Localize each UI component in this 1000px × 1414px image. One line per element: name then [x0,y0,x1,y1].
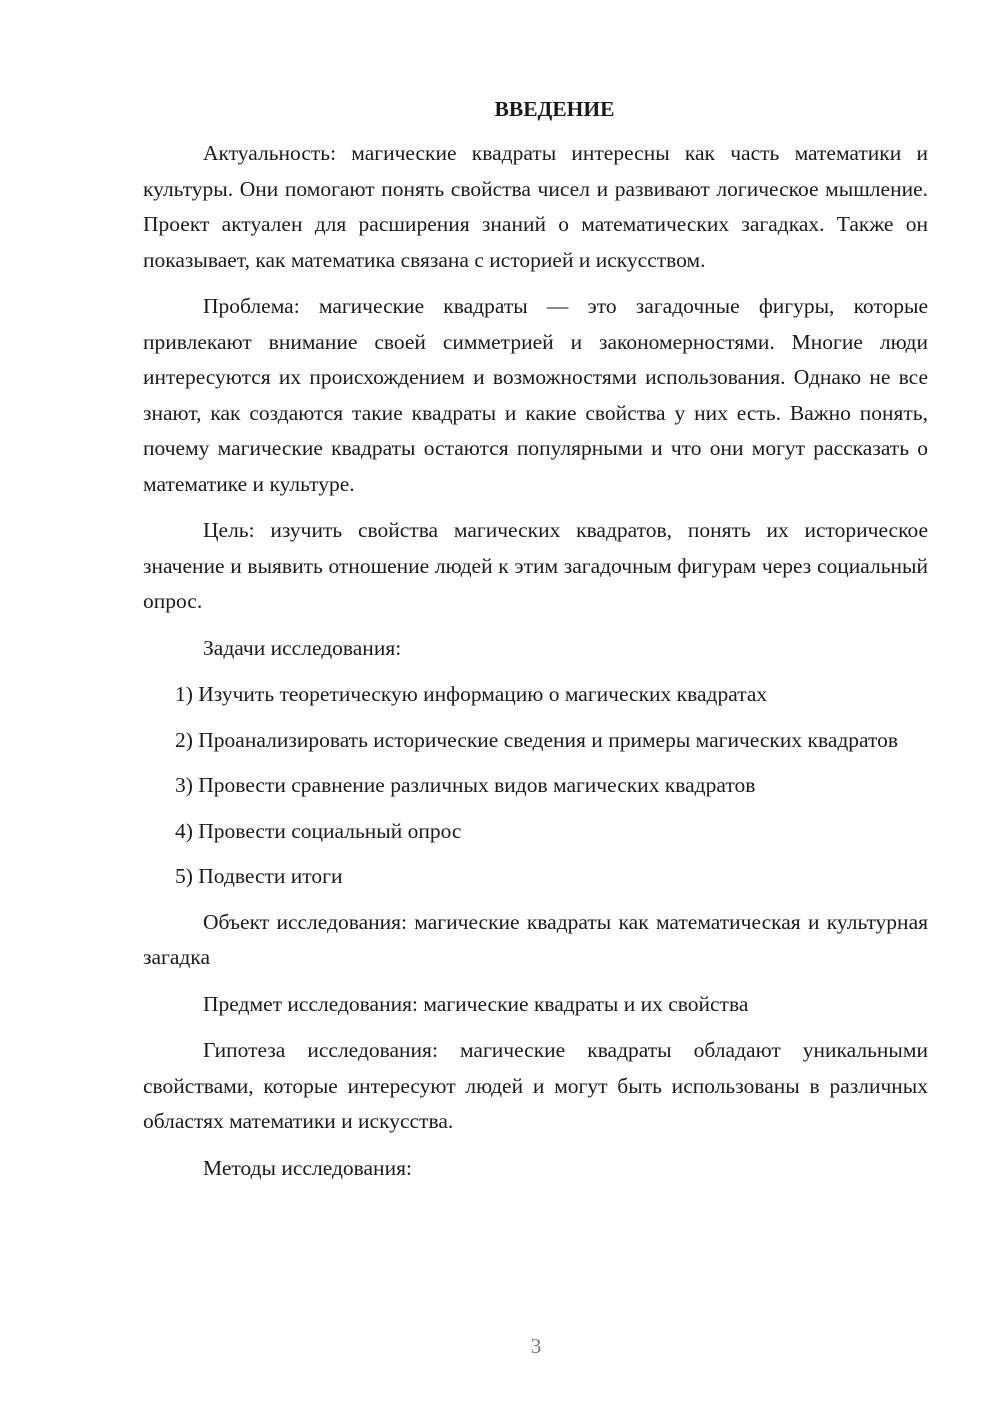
paragraph-tasks-title: Задачи исследования: [203,635,402,660]
paragraph-goal: Цель: изучить свойства магических квадратов, понять их историческое значение и выявить отношение людей к этим загадочным фигурам через социальный опрос. [143,518,928,613]
paragraph-relevance: Актуальность: магические квадраты интересны как часть математики и культуры. Они помогают понять свойства чисел и развивают логическое мышление. Проект актуален для расширения знаний о математических загадках. Также он показывает, как математика связана с историей и искусством. [143,141,928,272]
paragraph-subject: Предмет исследования: магические квадраты и их свойства [203,991,749,1016]
paragraph-methods: Методы исследования: [203,1155,412,1180]
task-item-2: 2) Проанализировать исторические сведения и примеры магических квадратов [175,727,899,752]
task-item-3: 3) Провести сравнение различных видов магических квадратов [175,773,756,797]
page-number: 3 [530,1334,542,1358]
task-item-4: 4) Провести социальный опрос [175,818,462,843]
paragraph-object: Объект исследования: магические квадраты как математическая и культурная загадка [143,909,928,969]
paragraph-hypothesis: Гипотеза исследования: магические квадраты обладают уникальными свойствами, которые интересуют людей и могут быть использованы в различных областях математики и искусства. [143,1038,928,1133]
task-item-5: 5) Подвести итоги [175,864,343,888]
section-heading: ВВЕДЕНИЕ [494,97,615,121]
task-item-1: 1) Изучить теоретическую информацию о магических квадратах [175,682,768,706]
paragraph-problem: Проблема: магические квадраты — это загадочные фигуры, которые привлекают внимание своей симметрией и закономерностями. Многие люди интересуются их происхождением и возможностями использования. Однако не все знают, как создаются такие квадраты и какие свойства у них есть. Важно понять, почему магические квадраты остаются популярными и что они могут рассказать о математике и культуре. [143,294,928,496]
page-content [143,94,928,1197]
